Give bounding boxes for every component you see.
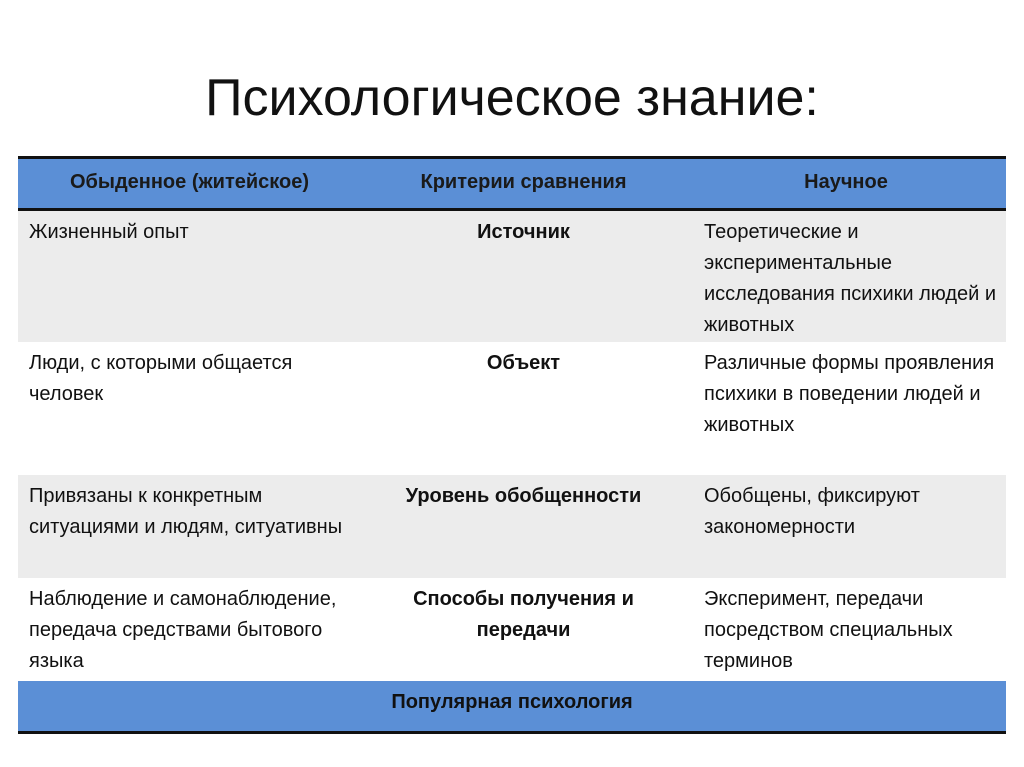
slide-title: Психологическое знание: xyxy=(205,69,819,127)
cell-everyday: Наблюдение и самонаблюдение, передача средствами бытового языка xyxy=(18,578,361,681)
cell-criterion: Уровень обобщенности xyxy=(361,475,686,578)
cell-criterion: Источник xyxy=(361,209,686,342)
cell-everyday: Привязаны к конкретным ситуациями и людям, ситуативны xyxy=(18,475,361,578)
table-row xyxy=(18,209,1006,342)
footer-popular-psychology: Популярная психология xyxy=(18,681,1006,731)
cell-scientific: Различные формы проявления психики в поведении людей и животных xyxy=(686,342,1006,475)
table-row xyxy=(18,578,1006,681)
header-everyday: Обыденное (житейское) xyxy=(18,159,361,209)
cell-everyday: Жизненный опыт xyxy=(18,209,361,342)
cell-criterion: Способы получения и передачи xyxy=(361,578,686,681)
cell-scientific: Обобщены, фиксируют закономерности xyxy=(686,475,1006,578)
table-row xyxy=(18,342,1006,475)
table-footer-row xyxy=(18,681,1006,731)
cell-criterion: Объект xyxy=(361,342,686,475)
comparison-table xyxy=(18,156,1006,734)
header-scientific: Научное xyxy=(686,159,1006,209)
table-header-row xyxy=(18,159,1006,209)
comparison-table-grid xyxy=(18,159,1006,731)
cell-scientific: Эксперимент, передачи посредством специальных терминов xyxy=(686,578,1006,681)
header-criteria: Критерии сравнения xyxy=(361,159,686,209)
cell-everyday: Люди, с которыми общается человек xyxy=(18,342,361,475)
cell-scientific: Теоретические и экспериментальные исследования психики людей и животных xyxy=(686,209,1006,342)
table-row xyxy=(18,475,1006,578)
